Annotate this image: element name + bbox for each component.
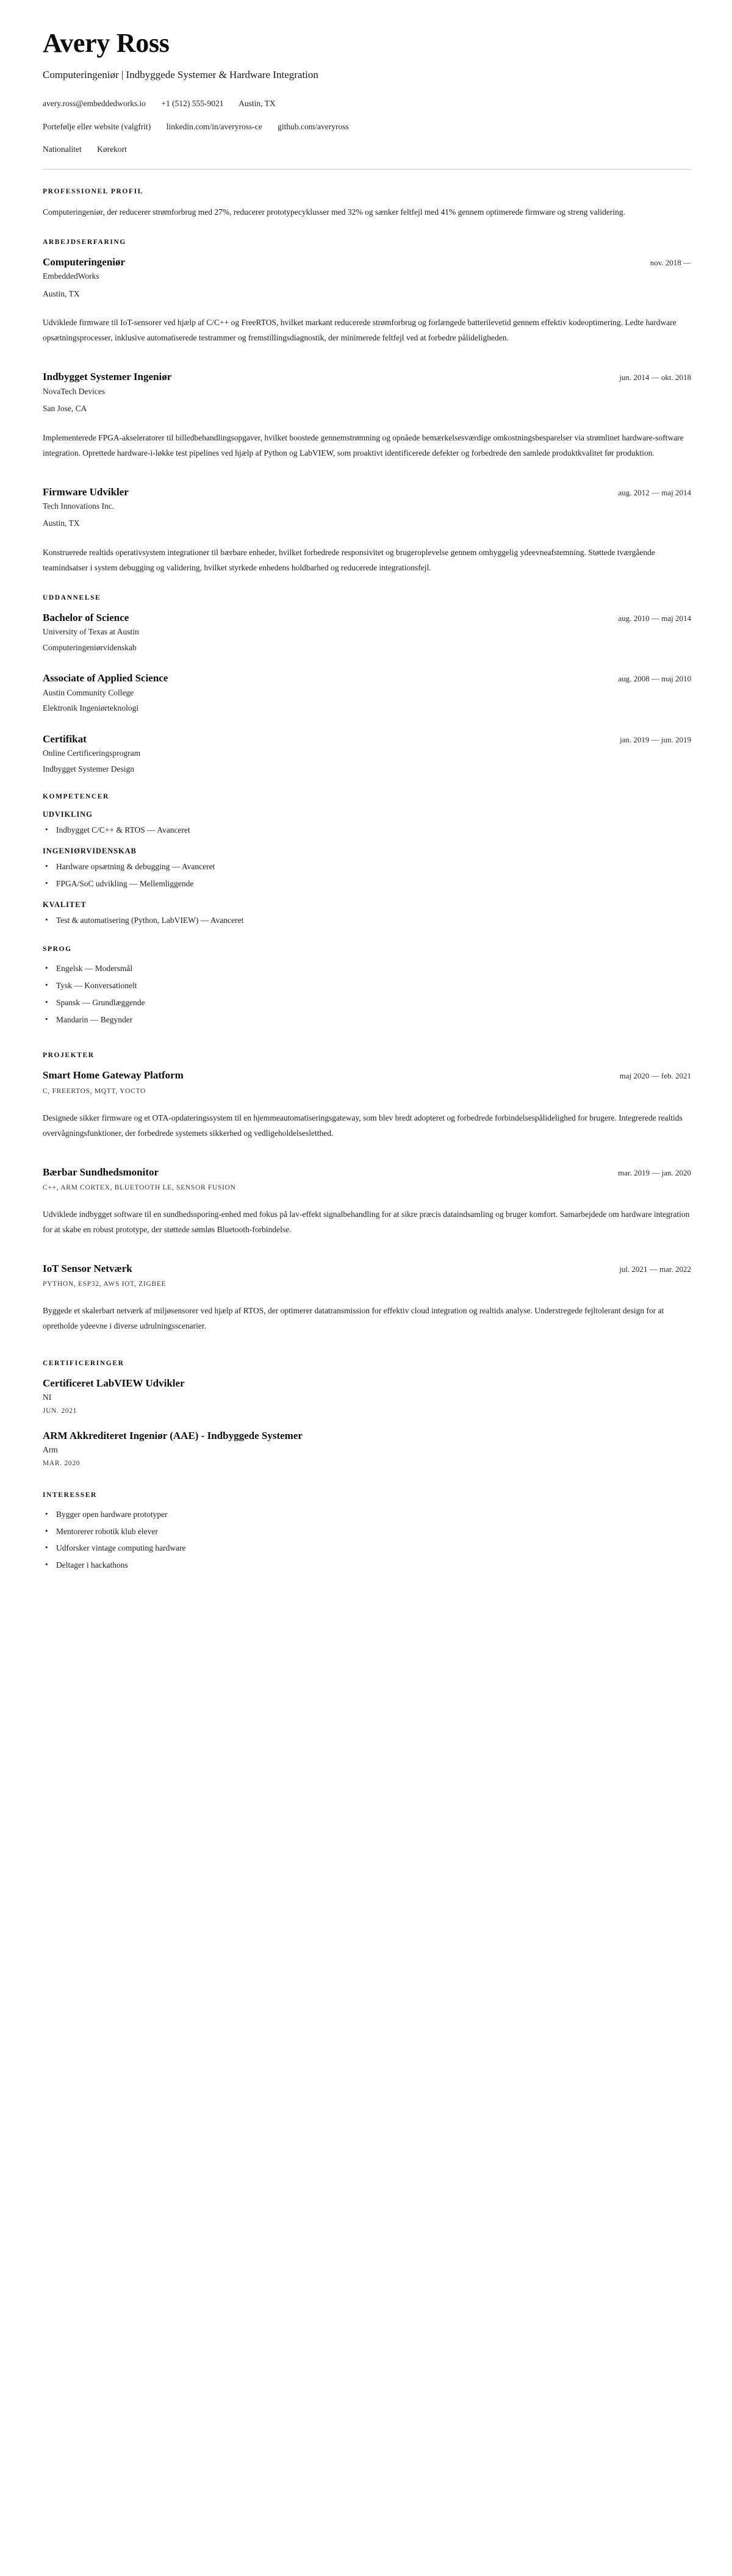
skill-list [43, 914, 691, 927]
experience-entry [43, 370, 691, 461]
contact-line-extra [43, 143, 691, 156]
project-entry-head [43, 1069, 691, 1082]
project-entry [43, 1069, 691, 1141]
section-title-skills: KOMPETENCER [43, 793, 109, 801]
profile-summary-text: Computeringeniør, der reducerer strømforbrug med 27%, reducerer prototypecyklusser med 32% og sænker feltfejl med 41% gennem optimerede firmware og streng validering. [43, 207, 626, 217]
certification-entry [43, 1429, 691, 1467]
job-location: Austin, TX [43, 289, 80, 298]
field-of-study: Computeringeniørvidenskab [43, 642, 137, 652]
job-company: NovaTech Devices [43, 386, 106, 396]
interest-item: • Udforsker vintage computing hardware [43, 1542, 691, 1555]
field-of-study: Elektronik Ingeniørteknologi [43, 703, 139, 713]
section-languages [43, 945, 691, 1027]
certification-name: Certificeret LabVIEW Udvikler [43, 1377, 185, 1389]
section-title-education: UDDANNELSE [43, 594, 101, 601]
project-description: Designede sikker firmware og et OTA-opdateringssystem til en hjemmeautomatiseringsgateway, som blev bredt adopteret og forbedrede forbindelsespålidelighed for brugere. Integrerede realtids overvågningsfunktioner, der forbedrede systemets sikkerhed og vedligeholdelsesletthed. [43, 1113, 683, 1138]
section-title-languages: SPROG [43, 945, 72, 953]
degree-title: Certifikat [43, 733, 87, 745]
project-description: Byggede et skalerbart netværk af miljøsensorer ved hjælp af RTOS, der optimerer datatransmission for effektiv cloud integration og realtids analyse. Understregede fejltolerant design for at opretholde ydeevne i diverse udrulningsscenarier. [43, 1306, 664, 1331]
job-location: Austin, TX [43, 518, 80, 528]
job-company: Tech Innovations Inc. [43, 501, 115, 511]
header-divider [43, 169, 691, 170]
interest-item: • Mentorerer robotik klub elever [43, 1526, 691, 1538]
nationality-text: Nationalitet [43, 144, 82, 154]
project-tech-stack: C++, ARM CORTEX, BLUETOOTH LE, SENSOR FUSION [43, 1183, 236, 1191]
job-location: San Jose, CA [43, 404, 87, 414]
skill-list [43, 824, 691, 837]
section-experience [43, 239, 691, 576]
github-text: github.com/averyross [278, 121, 349, 131]
skill-item: • FPGA/SoC udvikling — Mellemliggende [43, 878, 691, 891]
project-description: Udviklede indbygget software til en sundhedssporing-enhed med fokus på lav-effekt signalbehandling for at sikre præcis dataindsamling og bruger komfort. Samarbejdede om hardware integration for at skabe en robust prototype, der støttede sømløs Bluetooth-forbindelse. [43, 1209, 690, 1234]
skill-group-title: INGENIØRVIDENSKAB [43, 846, 137, 855]
section-projects [43, 1052, 691, 1334]
email-text: avery.ross@embeddedworks.io [43, 99, 146, 109]
project-entry [43, 1166, 691, 1238]
experience-entry-head [43, 486, 691, 498]
portfolio-text: Portefølje eller website (valgfrit) [43, 121, 151, 131]
certification-date: MAR. 2020 [43, 1459, 81, 1467]
job-date-range: nov. 2018 — [650, 258, 691, 267]
interest-item: • Bygger open hardware prototyper [43, 1509, 691, 1521]
degree-date-range: jan. 2019 — jun. 2019 [620, 734, 691, 744]
degree-title: Bachelor of Science [43, 611, 129, 623]
section-title-profile: PROFESSIONEL PROFIL [43, 188, 143, 196]
phone-text: +1 (512) 555-9021 [161, 99, 224, 109]
section-title-certifications: CERTIFICERINGER [43, 1360, 124, 1367]
job-description: Udviklede firmware til IoT-sensorer ved hjælp af C/C++ og FreeRTOS, hvilket markant reducerede strømforbrug og forlængede batterilevetid gennem effektiv kodeoptimering. Ledte hardware opsætningsprocesser, inklusive automatiserede testrammer og fremstillingsdiagnostik, der minimerede feltfejl ved at forbedre pålideligheden. [43, 318, 676, 343]
project-name: Bærbar Sundhedsmonitor [43, 1166, 159, 1178]
resume-header [43, 29, 691, 170]
section-interests [43, 1491, 691, 1573]
project-name: Smart Home Gateway Platform [43, 1069, 184, 1082]
candidate-headline: Computeringeniør | Indbyggede Systemer & Hardware Integration [43, 69, 318, 81]
section-education [43, 594, 691, 775]
skill-group-title: KVALITET [43, 900, 87, 909]
skill-group-title: UDVIKLING [43, 810, 93, 819]
experience-entry-head [43, 370, 691, 383]
education-entry [43, 611, 691, 653]
certification-name: ARM Akkrediteret Ingeniør (AAE) - Indbyggede Systemer [43, 1429, 303, 1441]
experience-entry [43, 486, 691, 576]
skill-group [43, 810, 691, 837]
skill-group [43, 900, 691, 927]
project-date-range: maj 2020 — feb. 2021 [619, 1071, 691, 1081]
job-description: Implementerede FPGA-akseleratorer til billedbehandlingsopgaver, hvilket boostede gennemstrømning og opnåede bemærkelsesværdige omkostningsbesparelser via strømlinet hardware-software integration. Oprettede hardware-i-løkke test pipelines ved hjælp af Python og LabVIEW, som proaktivt identificerede defekter og forbedrede den samlede produktkvalitet før produktion. [43, 432, 684, 457]
school-name: Austin Community College [43, 687, 134, 697]
skill-item: • Test & automatisering (Python, LabVIEW) — Avanceret [43, 914, 691, 927]
project-entry-head [43, 1262, 691, 1275]
section-skills [43, 793, 691, 927]
experience-entry-head [43, 256, 691, 268]
education-entry-head [43, 611, 691, 624]
language-item: • Tysk — Konversationelt [43, 980, 691, 992]
skill-item: • Indbygget C/C++ & RTOS — Avanceret [43, 824, 691, 837]
contact-line-links [43, 121, 691, 133]
project-tech-stack: PYTHON, ESP32, AWS IOT, ZIGBEE [43, 1280, 167, 1288]
project-entry-head [43, 1166, 691, 1179]
language-item: • Spansk — Grundlæggende [43, 997, 691, 1010]
contact-line-primary [43, 98, 691, 110]
skill-list [43, 861, 691, 891]
linkedin-text: linkedin.com/in/averyross-ce [166, 121, 262, 131]
education-entry [43, 672, 691, 714]
school-name: University of Texas at Austin [43, 627, 139, 637]
certification-entry [43, 1377, 691, 1415]
language-item: • Engelsk — Modersmål [43, 963, 691, 975]
section-title-experience: ARBEJDSERFARING [43, 239, 126, 246]
job-date-range: jun. 2014 — okt. 2018 [619, 373, 691, 382]
project-name: IoT Sensor Netværk [43, 1262, 132, 1274]
project-entry [43, 1262, 691, 1334]
education-entry-head [43, 733, 691, 745]
degree-date-range: aug. 2010 — maj 2014 [618, 613, 691, 623]
language-list [43, 963, 691, 1027]
candidate-name: Avery Ross [43, 28, 170, 58]
interest-item: • Deltager i hackathons [43, 1559, 691, 1572]
skill-item: • Hardware opsætning & debugging — Avanceret [43, 861, 691, 874]
location-text: Austin, TX [239, 99, 276, 109]
project-date-range: mar. 2019 — jan. 2020 [618, 1168, 691, 1177]
experience-entry [43, 256, 691, 346]
field-of-study: Indbygget Systemer Design [43, 764, 134, 773]
section-profile [43, 188, 691, 220]
job-title: Firmware Udvikler [43, 486, 129, 498]
certification-issuer: Arm [43, 1445, 58, 1455]
job-title: Computeringeniør [43, 256, 126, 268]
project-tech-stack: C, FREERTOS, MQTT, YOCTO [43, 1087, 146, 1095]
job-company: EmbeddedWorks [43, 271, 99, 281]
education-entry-head [43, 672, 691, 684]
project-date-range: jul. 2021 — mar. 2022 [619, 1264, 691, 1274]
interest-list [43, 1509, 691, 1573]
degree-date-range: aug. 2008 — maj 2010 [618, 674, 691, 684]
certification-date: JUN. 2021 [43, 1407, 77, 1415]
section-title-projects: PROJEKTER [43, 1052, 95, 1060]
language-item: • Mandarin — Begynder [43, 1014, 691, 1027]
driving-license-text: Kørekort [97, 144, 127, 154]
school-name: Online Certificeringsprogram [43, 748, 141, 758]
section-title-interests: INTERESSER [43, 1491, 97, 1499]
skill-group [43, 847, 691, 891]
section-certifications [43, 1360, 691, 1467]
job-description: Konstruerede realtids operativsystem integrationer til bærbare enheder, hvilket forbedrede responsivitet og brugeroplevelse gennem omhyggelig ydeevneafstemning. Støttede tværgående teamindsatser i system debugging og validering, hvilket styrkede enhedens holdbarhed og reducerede integrationsfejl. [43, 548, 655, 572]
job-date-range: aug. 2012 — maj 2014 [618, 487, 691, 497]
job-title: Indbygget Systemer Ingeniør [43, 371, 172, 383]
education-entry [43, 733, 691, 775]
certification-issuer: NI [43, 1393, 52, 1402]
degree-title: Associate of Applied Science [43, 672, 168, 684]
